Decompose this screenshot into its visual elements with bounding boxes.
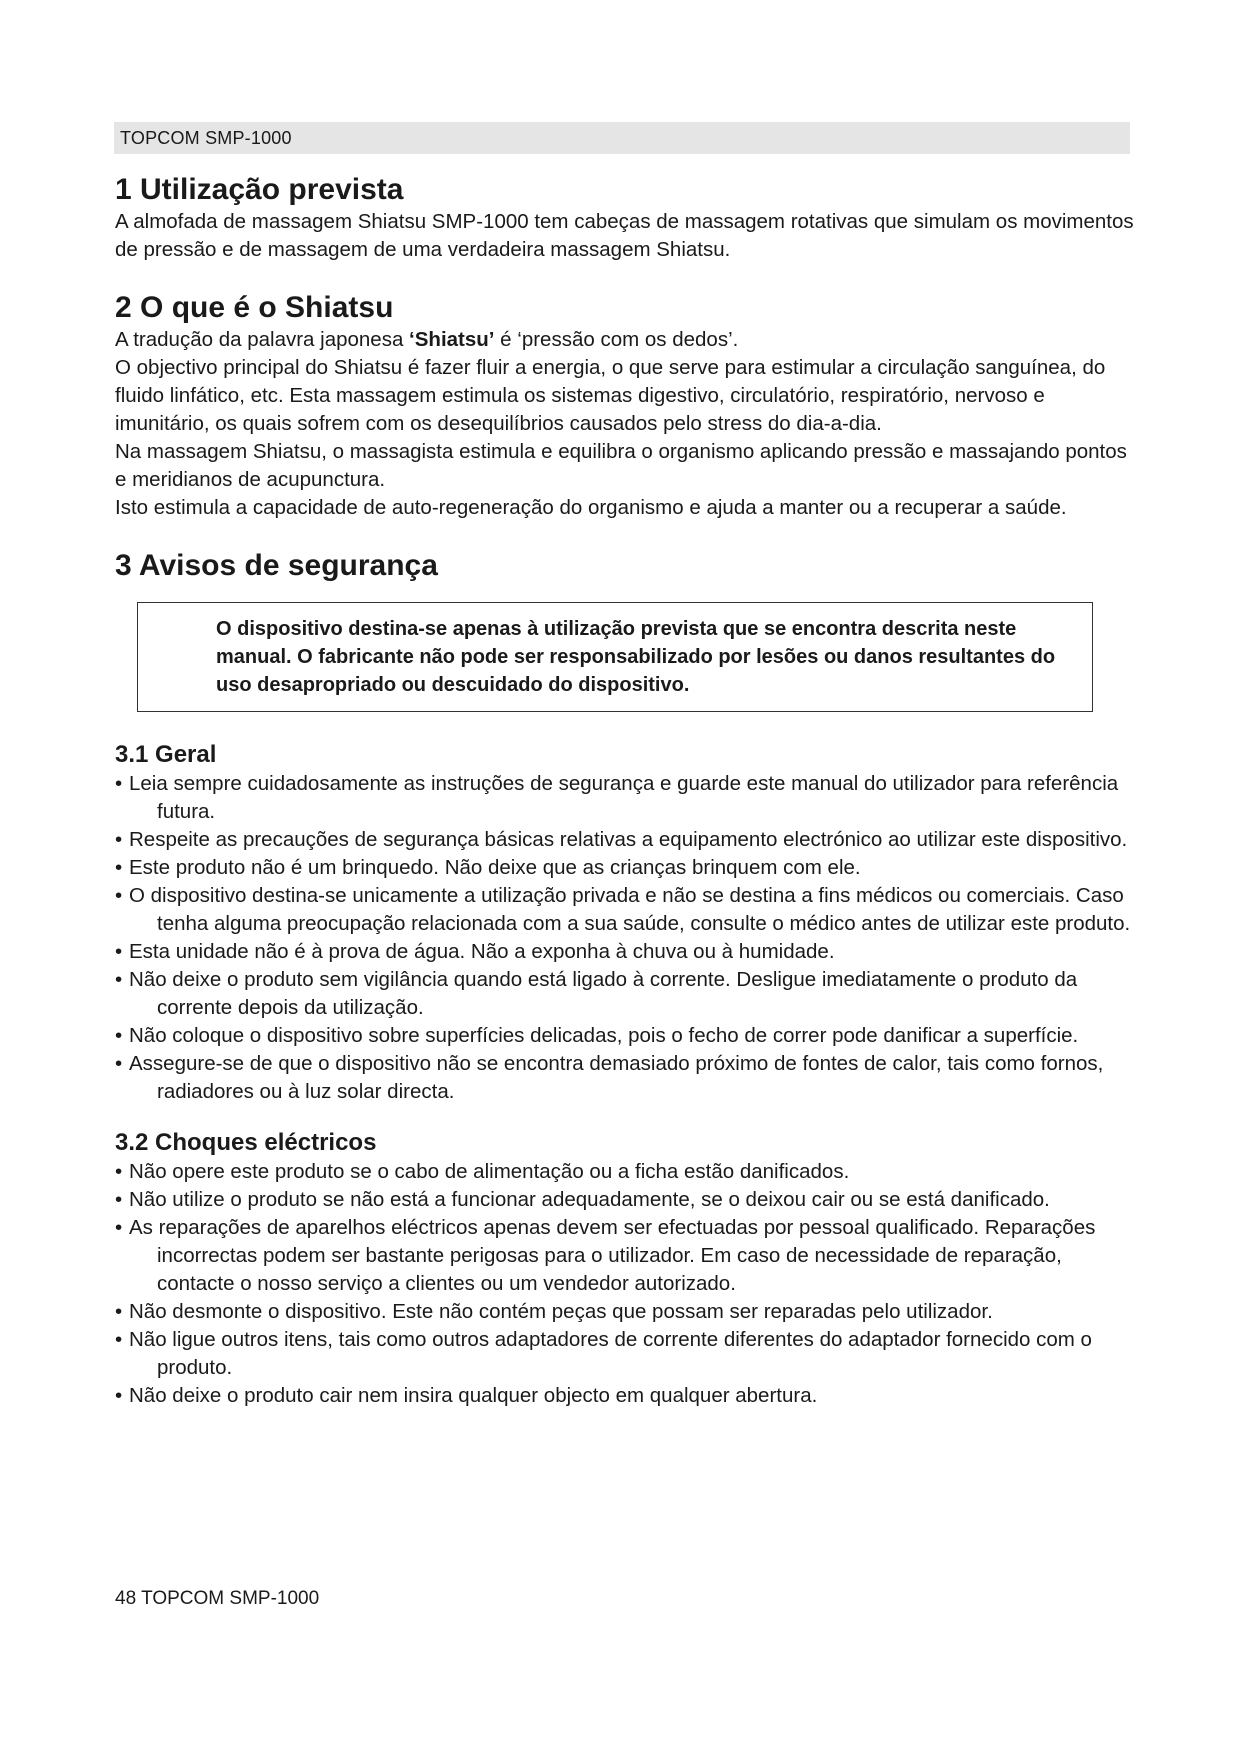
content-body bbox=[115, 172, 1135, 1410]
list-item-text: Não coloque o dispositivo sobre superfícies delicadas, pois o fecho de correr pode danificar a superfície. bbox=[129, 1024, 1079, 1047]
header-bar bbox=[114, 122, 1130, 154]
list-item-text: Esta unidade não é à prova de água. Não a exponha à chuva ou à humidade. bbox=[129, 940, 835, 963]
spacer bbox=[115, 1106, 1135, 1128]
list-item-text: Não desmonte o dispositivo. Este não contém peças que possam ser reparadas pelo utilizador. bbox=[129, 1300, 993, 1323]
bullet: • bbox=[115, 1188, 123, 1211]
bullet: • bbox=[115, 856, 123, 879]
subsection-3-2-title: 3.2 Choques eléctricos bbox=[115, 1129, 377, 1156]
list-item-text: Assegure-se de que o dispositivo não se encontra demasiado próximo de fontes de calor, tais como fornos, radiadores ou à luz solar directa. bbox=[129, 1052, 1104, 1103]
list-item-text: Não ligue outros itens, tais como outros adaptadores de corrente diferentes do adaptador fornecido com o produto. bbox=[129, 1328, 1092, 1379]
list-item bbox=[115, 1214, 1135, 1298]
bullet: • bbox=[115, 940, 123, 963]
list-item bbox=[115, 1022, 1135, 1050]
list-item-text: Não deixe o produto sem vigilância quando está ligado à corrente. Desligue imediatamente o produto da corrente depois da utilização. bbox=[129, 968, 1078, 1019]
list-item bbox=[115, 1382, 1135, 1410]
list-item bbox=[115, 854, 1135, 882]
list-item bbox=[115, 1326, 1135, 1382]
list-item-text: Não deixe o produto cair nem insira qualquer objecto em qualquer abertura. bbox=[129, 1384, 818, 1407]
list-item-text: Este produto não é um brinquedo. Não deixe que as crianças brinquem com ele. bbox=[129, 856, 861, 879]
bullet: • bbox=[115, 1024, 123, 1047]
list-item bbox=[115, 826, 1135, 854]
section-2-paragraph-2: O objectivo principal do Shiatsu é fazer fluir a energia, o que serve para estimular a circulação sanguínea, do fluido linfático, etc. Esta massagem estimula os sistemas digestivo, circulatório, respiratório, nervoso e imunitário, os quais sofrem com os desequilíbrios causados pelo stress do dia-a-dia. bbox=[115, 356, 1106, 435]
list-item-text: Leia sempre cuidadosamente as instruções de segurança e guarde este manual do utilizador para referência futura. bbox=[129, 772, 1119, 823]
list-item-text: Não opere este produto se o cabo de alimentação ou a ficha estão danificados. bbox=[129, 1160, 850, 1183]
bullet: • bbox=[115, 828, 123, 851]
section-3-title: 3 Avisos de segurança bbox=[115, 549, 438, 582]
header-title: TOPCOM SMP-1000 bbox=[120, 128, 292, 148]
list-item bbox=[115, 882, 1135, 938]
bullet: • bbox=[115, 1300, 123, 1323]
list-item bbox=[115, 770, 1135, 826]
p1-pre: A tradução da palavra japonesa bbox=[115, 328, 410, 351]
subsection-3-1-title: 3.1 Geral bbox=[115, 741, 217, 768]
list-item bbox=[115, 966, 1135, 1022]
list-item bbox=[115, 1186, 1135, 1214]
bullet: • bbox=[115, 1160, 123, 1183]
list-item-text: Não utilize o produto se não está a funcionar adequadamente, se o deixou cair ou se está danificado. bbox=[129, 1188, 1050, 1211]
bullet: • bbox=[115, 968, 123, 991]
spacer bbox=[115, 712, 1135, 740]
list-item bbox=[115, 1050, 1135, 1106]
bullet: • bbox=[115, 1052, 123, 1075]
section-1-paragraph: A almofada de massagem Shiatsu SMP-1000 tem cabeças de massagem rotativas que simulam os movimentos de pressão e de massagem de uma verdadeira massagem Shiatsu. bbox=[115, 210, 1134, 261]
bullet: • bbox=[115, 1384, 123, 1407]
section-1-title: 1 Utilização prevista bbox=[115, 173, 404, 206]
shiatsu-term: ‘Shiatsu’ bbox=[409, 328, 495, 351]
warning-text: O dispositivo destina-se apenas à utilização prevista que se encontra descrita neste manual. O fabricante não pode ser responsabilizado por lesões ou danos resultantes do uso desapropriado ou descuidado do dispositivo. bbox=[216, 618, 1056, 696]
spacer bbox=[115, 264, 1135, 290]
list-item bbox=[115, 1298, 1135, 1326]
list-item-text: As reparações de aparelhos eléctricos apenas devem ser efectuadas por pessoal qualificado. Reparações incorrectas podem ser bastante perigosas para o utilizador. Em caso de necessidade de reparação, contacte o nosso serviço a clientes ou um vendedor autorizado. bbox=[129, 1216, 1096, 1295]
section-2-paragraph-3: Na massagem Shiatsu, o massagista estimula e equilibra o organismo aplicando pressão e massajando pontos e meridianos de acupunctura. bbox=[115, 440, 1127, 491]
list-item bbox=[115, 938, 1135, 966]
warning-box bbox=[137, 602, 1093, 712]
electric-shock-list bbox=[115, 1158, 1135, 1410]
section-2-paragraph-4: Isto estimula a capacidade de auto-regeneração do organismo e ajuda a manter ou a recuperar a saúde. bbox=[115, 496, 1067, 519]
p1-post: é ‘pressão com os dedos’. bbox=[494, 328, 739, 351]
section-2-paragraph-1 bbox=[115, 326, 1135, 354]
list-item-text: O dispositivo destina-se unicamente a utilização privada e não se destina a fins médicos ou comerciais. Caso tenha alguma preocupação relacionada com a sua saúde, consulte o médico antes de utilizar este produto. bbox=[129, 884, 1131, 935]
page-footer: 48 TOPCOM SMP-1000 bbox=[115, 1588, 320, 1609]
bullet: • bbox=[115, 1328, 123, 1351]
general-safety-list bbox=[115, 770, 1135, 1106]
list-item bbox=[115, 1158, 1135, 1186]
bullet: • bbox=[115, 884, 123, 907]
bullet: • bbox=[115, 772, 123, 795]
list-item-text: Respeite as precauções de segurança básicas relativas a equipamento electrónico ao utilizar este dispositivo. bbox=[129, 828, 1128, 851]
spacer bbox=[115, 522, 1135, 548]
section-2-title: 2 O que é o Shiatsu bbox=[115, 291, 394, 324]
bullet: • bbox=[115, 1216, 123, 1239]
